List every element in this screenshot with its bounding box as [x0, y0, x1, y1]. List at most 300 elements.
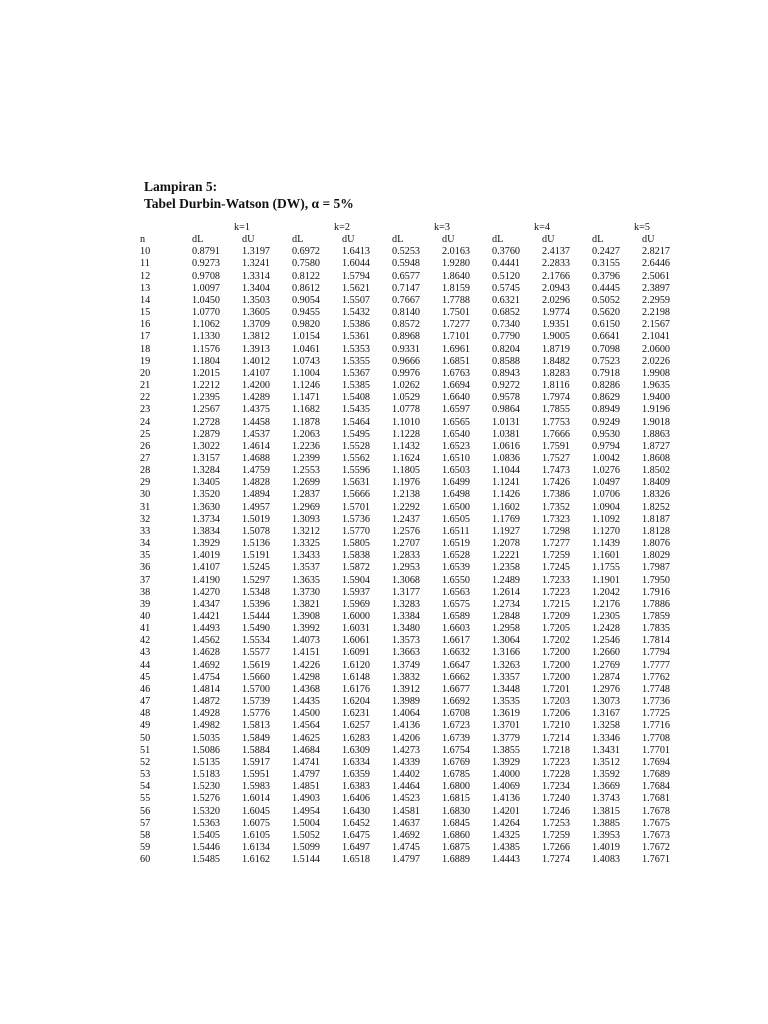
- du-k4-cell: 2.2833: [542, 258, 571, 270]
- du-k5-cell: 1.7675: [642, 817, 671, 829]
- du-k2-cell: 1.6283: [342, 732, 371, 744]
- dl-k4-cell: 1.3701: [492, 720, 521, 732]
- dl-k4-cell: 0.6852: [492, 307, 521, 319]
- du-k3-cell: 1.6500: [442, 501, 471, 513]
- du-k2-cell: 1.5432: [342, 307, 371, 319]
- du-k2-cell: 1.5408: [342, 392, 371, 404]
- dl-k3-cell: 0.7667: [392, 294, 421, 306]
- dl-k4-cell: 0.7790: [492, 331, 521, 343]
- dl-k4-cell: 1.1769: [492, 513, 521, 525]
- dl-k4-cell: 1.0381: [492, 428, 521, 440]
- dl-k5-cell: 1.3073: [592, 696, 621, 708]
- n-value-cell: 46: [140, 683, 151, 695]
- dl-k5-cell: 1.3258: [592, 720, 621, 732]
- du-k3-cell: 1.6565: [442, 416, 471, 428]
- appendix-label: Lampiran 5:: [144, 179, 218, 194]
- dl-k5-cell: 0.8949: [592, 404, 621, 416]
- dl-k1-cell: 1.4872: [192, 696, 221, 708]
- dl-k1-cell: 1.4019: [192, 550, 221, 562]
- du-k1-cell: 1.4458: [242, 416, 271, 428]
- du-k3-cell: 1.7501: [442, 307, 471, 319]
- table-row: [140, 769, 692, 781]
- table-row: [140, 331, 692, 343]
- dl-k4-cell: 1.4325: [492, 829, 521, 841]
- dl-k5-cell: 1.2660: [592, 647, 621, 659]
- du-k3-cell: 1.6830: [442, 805, 471, 817]
- du-k3-cell: 1.6499: [442, 477, 471, 489]
- n-value-cell: 53: [140, 769, 151, 781]
- du-k4-cell: 1.7298: [542, 525, 571, 537]
- du-k2-cell: 1.5385: [342, 380, 371, 392]
- dl-k2-cell: 1.4435: [292, 696, 321, 708]
- dl-k3-cell: 1.4581: [392, 805, 421, 817]
- du-k2-cell: 1.5386: [342, 319, 371, 331]
- du-k5-cell: 1.8029: [642, 550, 671, 562]
- dl-k5-cell: 1.0497: [592, 477, 621, 489]
- du-k2-cell: 1.6091: [342, 647, 371, 659]
- dl-k5-cell: 0.9249: [592, 416, 621, 428]
- table-row: [140, 575, 692, 587]
- du-k1-cell: 1.5660: [242, 671, 271, 683]
- dl-k5-cell: 1.3953: [592, 829, 621, 841]
- du-k4-cell: 1.7974: [542, 392, 571, 404]
- dl-k2-cell: 1.1246: [292, 380, 321, 392]
- dl-k1-cell: 1.4928: [192, 708, 221, 720]
- k-header-row: [140, 222, 692, 234]
- dl-k2-cell: 1.4797: [292, 769, 321, 781]
- dl-k4-cell: 1.4443: [492, 854, 521, 866]
- du-k4-cell: 1.8719: [542, 343, 571, 355]
- table-row: [140, 344, 692, 356]
- n-value-cell: 10: [140, 246, 151, 258]
- dl-k4-cell: 1.3779: [492, 732, 521, 744]
- table-row: [140, 781, 692, 793]
- du-k4-cell: 1.8116: [542, 380, 570, 392]
- du-k5-cell: 1.7950: [642, 574, 671, 586]
- du-k4-cell: 1.7253: [542, 817, 571, 829]
- table-row: [140, 526, 692, 538]
- dl-k3-cell: 1.4692: [392, 829, 421, 841]
- dl-k2-cell: 1.4226: [292, 659, 321, 671]
- dl-k3-cell: 1.1228: [392, 428, 421, 440]
- n-value-cell: 44: [140, 659, 151, 671]
- du-k5-cell: 2.2959: [642, 294, 671, 306]
- n-value-cell: 14: [140, 294, 151, 306]
- du-k2-cell: 1.6031: [342, 623, 371, 635]
- dl-k3-cell: 1.3068: [392, 574, 421, 586]
- dl-k4-cell: 1.3263: [492, 659, 521, 671]
- dl-header: dL: [392, 234, 404, 246]
- dl-k1-cell: 1.5363: [192, 817, 221, 829]
- dl-k1-cell: 1.5135: [192, 756, 221, 768]
- durbin-watson-table: [140, 222, 692, 866]
- du-k1-cell: 1.6014: [242, 793, 271, 805]
- durbin-watson-table-container: [140, 222, 692, 866]
- dl-header: dL: [192, 234, 204, 246]
- dl-k4-cell: 1.3166: [492, 647, 521, 659]
- du-k1-cell: 1.5813: [242, 720, 271, 732]
- du-k5-cell: 1.7716: [642, 720, 671, 732]
- dl-k3-cell: 0.6577: [392, 270, 421, 282]
- du-k4-cell: 1.7259: [542, 829, 571, 841]
- dl-k1-cell: 1.2395: [192, 392, 221, 404]
- dl-k2-cell: 1.2236: [292, 440, 321, 452]
- dl-k1-cell: 1.0097: [192, 282, 221, 294]
- dl-k1-cell: 1.3022: [192, 440, 221, 452]
- du-k1-cell: 1.5983: [242, 781, 271, 793]
- du-k3-cell: 1.6647: [442, 659, 471, 671]
- dl-k2-cell: 1.2837: [292, 489, 321, 501]
- du-k3-cell: 1.6550: [442, 574, 471, 586]
- dl-k5-cell: 1.1755: [592, 562, 621, 574]
- k-header: k=2: [334, 222, 350, 233]
- du-k1-cell: 1.5245: [242, 562, 271, 574]
- n-value-cell: 30: [140, 489, 151, 501]
- du-k5-cell: 1.8727: [642, 440, 671, 452]
- dl-k2-cell: 1.4073: [292, 635, 321, 647]
- du-k3-cell: 1.6510: [442, 452, 471, 464]
- dl-k4-cell: 1.2358: [492, 562, 521, 574]
- dl-k2-cell: 0.9820: [292, 319, 321, 331]
- du-k3-cell: 1.6851: [442, 355, 471, 367]
- du-k2-cell: 1.6430: [342, 805, 371, 817]
- dl-k4-cell: 1.4000: [492, 769, 521, 781]
- du-k1-cell: 1.4200: [242, 380, 271, 392]
- du-k2-cell: 1.6475: [342, 829, 371, 841]
- dl-k4-cell: 1.0616: [492, 440, 521, 452]
- dl-k4-cell: 1.2078: [492, 538, 521, 550]
- table-row: [140, 465, 692, 477]
- dl-k4-cell: 1.3064: [492, 635, 521, 647]
- dl-k4-cell: 1.2958: [492, 623, 521, 635]
- dl-k3-cell: 1.4637: [392, 817, 421, 829]
- table-row: [140, 647, 692, 659]
- du-k2-cell: 1.6452: [342, 817, 371, 829]
- du-k3-cell: 1.6640: [442, 392, 471, 404]
- du-k1-cell: 1.4894: [242, 489, 271, 501]
- dl-k3-cell: 0.8140: [392, 307, 421, 319]
- dl-k5-cell: 1.4019: [592, 841, 621, 853]
- dl-k2-cell: 1.4564: [292, 720, 321, 732]
- n-value-cell: 42: [140, 635, 151, 647]
- du-k5-cell: 1.8608: [642, 452, 671, 464]
- du-k4-cell: 1.7591: [542, 440, 571, 452]
- du-k5-cell: 2.5061: [642, 270, 671, 282]
- dl-k2-cell: 1.3325: [292, 538, 321, 550]
- du-k3-cell: 1.6754: [442, 744, 471, 756]
- dl-k2-cell: 1.3093: [292, 513, 321, 525]
- dl-k4-cell: 1.3619: [492, 708, 521, 720]
- du-k4-cell: 2.0943: [542, 282, 571, 294]
- du-k4-cell: 2.1766: [542, 270, 571, 282]
- dl-k4-cell: 1.3357: [492, 671, 521, 683]
- table-row: [140, 392, 692, 404]
- du-k5-cell: 1.7671: [642, 854, 671, 866]
- du-k4-cell: 1.7233: [542, 574, 571, 586]
- du-k2-cell: 1.6176: [342, 683, 371, 695]
- n-value-cell: 51: [140, 744, 151, 756]
- du-k1-cell: 1.5577: [242, 647, 271, 659]
- du-header: dU: [442, 234, 455, 246]
- dl-k3-cell: 1.3573: [392, 635, 421, 647]
- du-k3-cell: 1.6632: [442, 647, 471, 659]
- du-k5-cell: 1.8326: [642, 489, 671, 501]
- du-k2-cell: 1.6413: [342, 246, 371, 258]
- table-row: [140, 806, 692, 818]
- dl-k4-cell: 1.2848: [492, 611, 521, 622]
- dl-k2-cell: 1.2399: [292, 452, 321, 464]
- table-row: [140, 587, 692, 599]
- dl-k4-cell: 1.4136: [492, 793, 521, 805]
- dl-k4-cell: 1.3535: [492, 696, 521, 708]
- du-k2-cell: 1.6257: [342, 720, 371, 732]
- du-k2-cell: 1.5770: [342, 525, 371, 537]
- dl-k5-cell: 1.2769: [592, 659, 621, 671]
- du-k4-cell: 1.7323: [542, 513, 571, 525]
- dl-k3-cell: 1.3384: [392, 611, 421, 622]
- dl-k4-cell: 1.1602: [492, 501, 521, 513]
- n-value-cell: 50: [140, 732, 151, 744]
- dl-k4-cell: 0.6321: [492, 294, 521, 306]
- n-value-cell: 27: [140, 452, 151, 464]
- dl-k1-cell: 1.1330: [192, 331, 221, 343]
- dl-k2-cell: 1.1682: [292, 404, 321, 416]
- dl-k1-cell: 1.5405: [192, 829, 221, 841]
- dl-k2-cell: 1.3908: [292, 611, 321, 622]
- du-header: dU: [342, 234, 355, 246]
- dl-k2-cell: 1.4954: [292, 805, 321, 817]
- dl-k4-cell: 0.4441: [492, 258, 521, 270]
- dl-k2-cell: 1.4684: [292, 744, 321, 756]
- n-value-cell: 48: [140, 708, 151, 720]
- dl-k5-cell: 0.7523: [592, 355, 621, 367]
- du-k1-cell: 1.4537: [242, 428, 271, 440]
- du-k1-cell: 1.5019: [242, 513, 271, 525]
- dl-k3-cell: 0.9666: [392, 355, 421, 367]
- n-value-cell: 11: [140, 258, 150, 270]
- du-k3-cell: 1.6528: [442, 550, 471, 562]
- n-value-cell: 49: [140, 720, 151, 732]
- du-k2-cell: 1.5353: [342, 343, 371, 355]
- n-value-cell: 39: [140, 598, 151, 610]
- dl-k2-cell: 1.4741: [292, 756, 321, 768]
- n-value-cell: 13: [140, 282, 151, 294]
- du-k5-cell: 1.9908: [642, 367, 671, 379]
- dl-k1-cell: 1.3520: [192, 489, 221, 501]
- dl-k2-cell: 1.4625: [292, 732, 321, 744]
- dl-k2-cell: 1.1878: [292, 416, 321, 428]
- dl-k4-cell: 1.2221: [492, 550, 521, 562]
- dl-k1-cell: 1.2212: [192, 380, 221, 392]
- dl-k2-cell: 1.4903: [292, 793, 321, 805]
- dl-k5-cell: 0.4445: [592, 282, 621, 294]
- table-row: [140, 404, 692, 416]
- dl-k3-cell: 1.0529: [392, 392, 421, 404]
- du-k3-cell: 1.6785: [442, 769, 471, 781]
- table-row: [140, 368, 692, 380]
- dl-k3-cell: 0.9331: [392, 343, 421, 355]
- du-k2-cell: 1.6044: [342, 258, 371, 270]
- n-value-cell: 36: [140, 562, 151, 574]
- dl-k3-cell: 1.1976: [392, 477, 421, 489]
- du-k4-cell: 1.7218: [542, 744, 571, 756]
- du-k4-cell: 1.7201: [542, 683, 571, 695]
- du-k2-cell: 1.6061: [342, 635, 371, 647]
- du-k4-cell: 1.7259: [542, 550, 571, 562]
- du-k2-cell: 1.5805: [342, 538, 371, 550]
- table-row: [140, 818, 692, 830]
- du-k1-cell: 1.6105: [242, 829, 271, 841]
- dl-k4-cell: 1.4201: [492, 805, 521, 817]
- du-k5-cell: 1.8128: [642, 525, 671, 537]
- dl-k2-cell: 1.0154: [292, 331, 321, 343]
- du-k3-cell: 1.6519: [442, 538, 471, 550]
- du-k1-cell: 1.3605: [242, 307, 271, 319]
- dl-k4-cell: 1.4385: [492, 841, 521, 853]
- dl-header: dL: [492, 234, 504, 246]
- du-k1-cell: 1.3709: [242, 319, 271, 331]
- du-k1-cell: 1.5490: [242, 623, 271, 635]
- n-value-cell: 23: [140, 404, 151, 416]
- n-value-cell: 12: [140, 270, 151, 282]
- du-k4-cell: 2.4137: [542, 246, 571, 258]
- du-k3-cell: 1.6603: [442, 623, 471, 635]
- du-k5-cell: 2.0226: [642, 355, 671, 367]
- table-row: [140, 477, 692, 489]
- dl-k1-cell: 0.9273: [192, 258, 221, 270]
- du-k4-cell: 1.7753: [542, 416, 571, 428]
- dl-k4-cell: 1.2734: [492, 598, 521, 610]
- n-value-cell: 40: [140, 611, 151, 622]
- dl-k4-cell: 1.4069: [492, 781, 521, 793]
- document-heading: [144, 178, 354, 212]
- n-value-cell: 55: [140, 793, 151, 805]
- du-k1-cell: 1.5619: [242, 659, 271, 671]
- du-k1-cell: 1.5849: [242, 732, 271, 744]
- dl-k5-cell: 0.7918: [592, 367, 621, 379]
- du-k3-cell: 1.6800: [442, 781, 471, 793]
- dl-k3-cell: 1.3912: [392, 683, 421, 695]
- dl-k4-cell: 1.2614: [492, 586, 521, 598]
- n-value-cell: 24: [140, 416, 151, 428]
- du-k4-cell: 1.7386: [542, 489, 571, 501]
- n-value-cell: 41: [140, 623, 151, 635]
- table-row: [140, 441, 692, 453]
- dl-k2-cell: 0.6972: [292, 246, 321, 258]
- dl-k3-cell: 1.4136: [392, 720, 421, 732]
- dl-k4-cell: 1.1927: [492, 525, 521, 537]
- du-k3-cell: 1.6694: [442, 380, 471, 392]
- dl-k3-cell: 1.2833: [392, 550, 421, 562]
- du-k1-cell: 1.5297: [242, 574, 271, 586]
- du-k5-cell: 1.8409: [642, 477, 671, 489]
- du-k2-cell: 1.5596: [342, 465, 371, 477]
- dl-k4-cell: 0.5745: [492, 282, 521, 294]
- du-k3-cell: 1.6575: [442, 598, 471, 610]
- dl-k5-cell: 1.2874: [592, 671, 621, 683]
- dl-k5-cell: 1.1901: [592, 574, 621, 586]
- du-k2-cell: 1.6309: [342, 744, 371, 756]
- dl-k2-cell: 0.9455: [292, 307, 321, 319]
- table-row: [140, 502, 692, 514]
- du-k4-cell: 1.7200: [542, 647, 571, 659]
- du-k1-cell: 1.6134: [242, 841, 271, 853]
- table-body: [140, 222, 692, 866]
- table-row: [140, 672, 692, 684]
- du-k1-cell: 1.5136: [242, 538, 271, 550]
- du-k5-cell: 1.7916: [642, 586, 671, 598]
- dl-k5-cell: 1.2176: [592, 598, 621, 610]
- dl-k5-cell: 0.9794: [592, 440, 621, 452]
- dl-k1-cell: 1.3157: [192, 452, 221, 464]
- n-value-cell: 29: [140, 477, 151, 489]
- du-k2-cell: 1.6000: [342, 611, 371, 622]
- du-k3-cell: 1.6961: [442, 343, 471, 355]
- dl-k1-cell: 1.3734: [192, 513, 221, 525]
- dl-k1-cell: 1.4692: [192, 659, 221, 671]
- du-k2-cell: 1.5969: [342, 598, 371, 610]
- du-k4-cell: 1.7202: [542, 635, 571, 647]
- k-header: k=3: [434, 222, 450, 233]
- dl-k3-cell: 1.3832: [392, 671, 421, 683]
- dl-k3-cell: 1.3283: [392, 598, 421, 610]
- table-row: [140, 733, 692, 745]
- dl-k3-cell: 1.4206: [392, 732, 421, 744]
- dl-k5-cell: 1.0904: [592, 501, 621, 513]
- dl-k2-cell: 1.5144: [292, 854, 321, 866]
- dl-k2-cell: 1.0461: [292, 343, 321, 355]
- table-row: [140, 599, 692, 611]
- table-row: [140, 660, 692, 672]
- dl-k1-cell: 1.5086: [192, 744, 221, 756]
- du-k2-cell: 1.5904: [342, 574, 371, 586]
- dl-k1-cell: 1.0450: [192, 294, 221, 306]
- dl-k1-cell: 1.1576: [192, 343, 221, 355]
- table-row: [140, 684, 692, 696]
- dl-k4-cell: 1.0131: [492, 416, 521, 428]
- du-k5-cell: 1.7725: [642, 708, 671, 720]
- dl-k5-cell: 0.6150: [592, 319, 621, 331]
- du-k1-cell: 1.3241: [242, 258, 271, 270]
- dl-k1-cell: 1.3630: [192, 501, 221, 513]
- du-k3-cell: 1.6498: [442, 489, 471, 501]
- dl-k2-cell: 1.4368: [292, 683, 321, 695]
- du-k3-cell: 1.6597: [442, 404, 471, 416]
- dl-k4-cell: 0.9864: [492, 404, 521, 416]
- du-k2-cell: 1.5464: [342, 416, 371, 428]
- du-k1-cell: 1.5700: [242, 683, 271, 695]
- du-k5-cell: 1.7859: [642, 611, 671, 622]
- dl-k3-cell: 1.3663: [392, 647, 421, 659]
- du-k1-cell: 1.4375: [242, 404, 271, 416]
- du-k4-cell: 1.7203: [542, 696, 571, 708]
- du-k4-cell: 1.7228: [542, 769, 571, 781]
- du-k1-cell: 1.5444: [242, 611, 271, 622]
- du-k3-cell: 1.7277: [442, 319, 471, 331]
- dl-k1-cell: 1.4628: [192, 647, 221, 659]
- du-k5-cell: 1.8502: [642, 465, 671, 477]
- dl-k5-cell: 1.4083: [592, 854, 621, 866]
- du-k2-cell: 1.5872: [342, 562, 371, 574]
- dl-k2-cell: 1.3433: [292, 550, 321, 562]
- dl-k4-cell: 1.0836: [492, 452, 521, 464]
- dl-k3-cell: 1.1805: [392, 465, 421, 477]
- n-value-cell: 32: [140, 513, 151, 525]
- du-k3-cell: 1.6677: [442, 683, 471, 695]
- dl-k4-cell: 0.9578: [492, 392, 521, 404]
- du-k2-cell: 1.5367: [342, 367, 371, 379]
- du-k2-cell: 1.5621: [342, 282, 371, 294]
